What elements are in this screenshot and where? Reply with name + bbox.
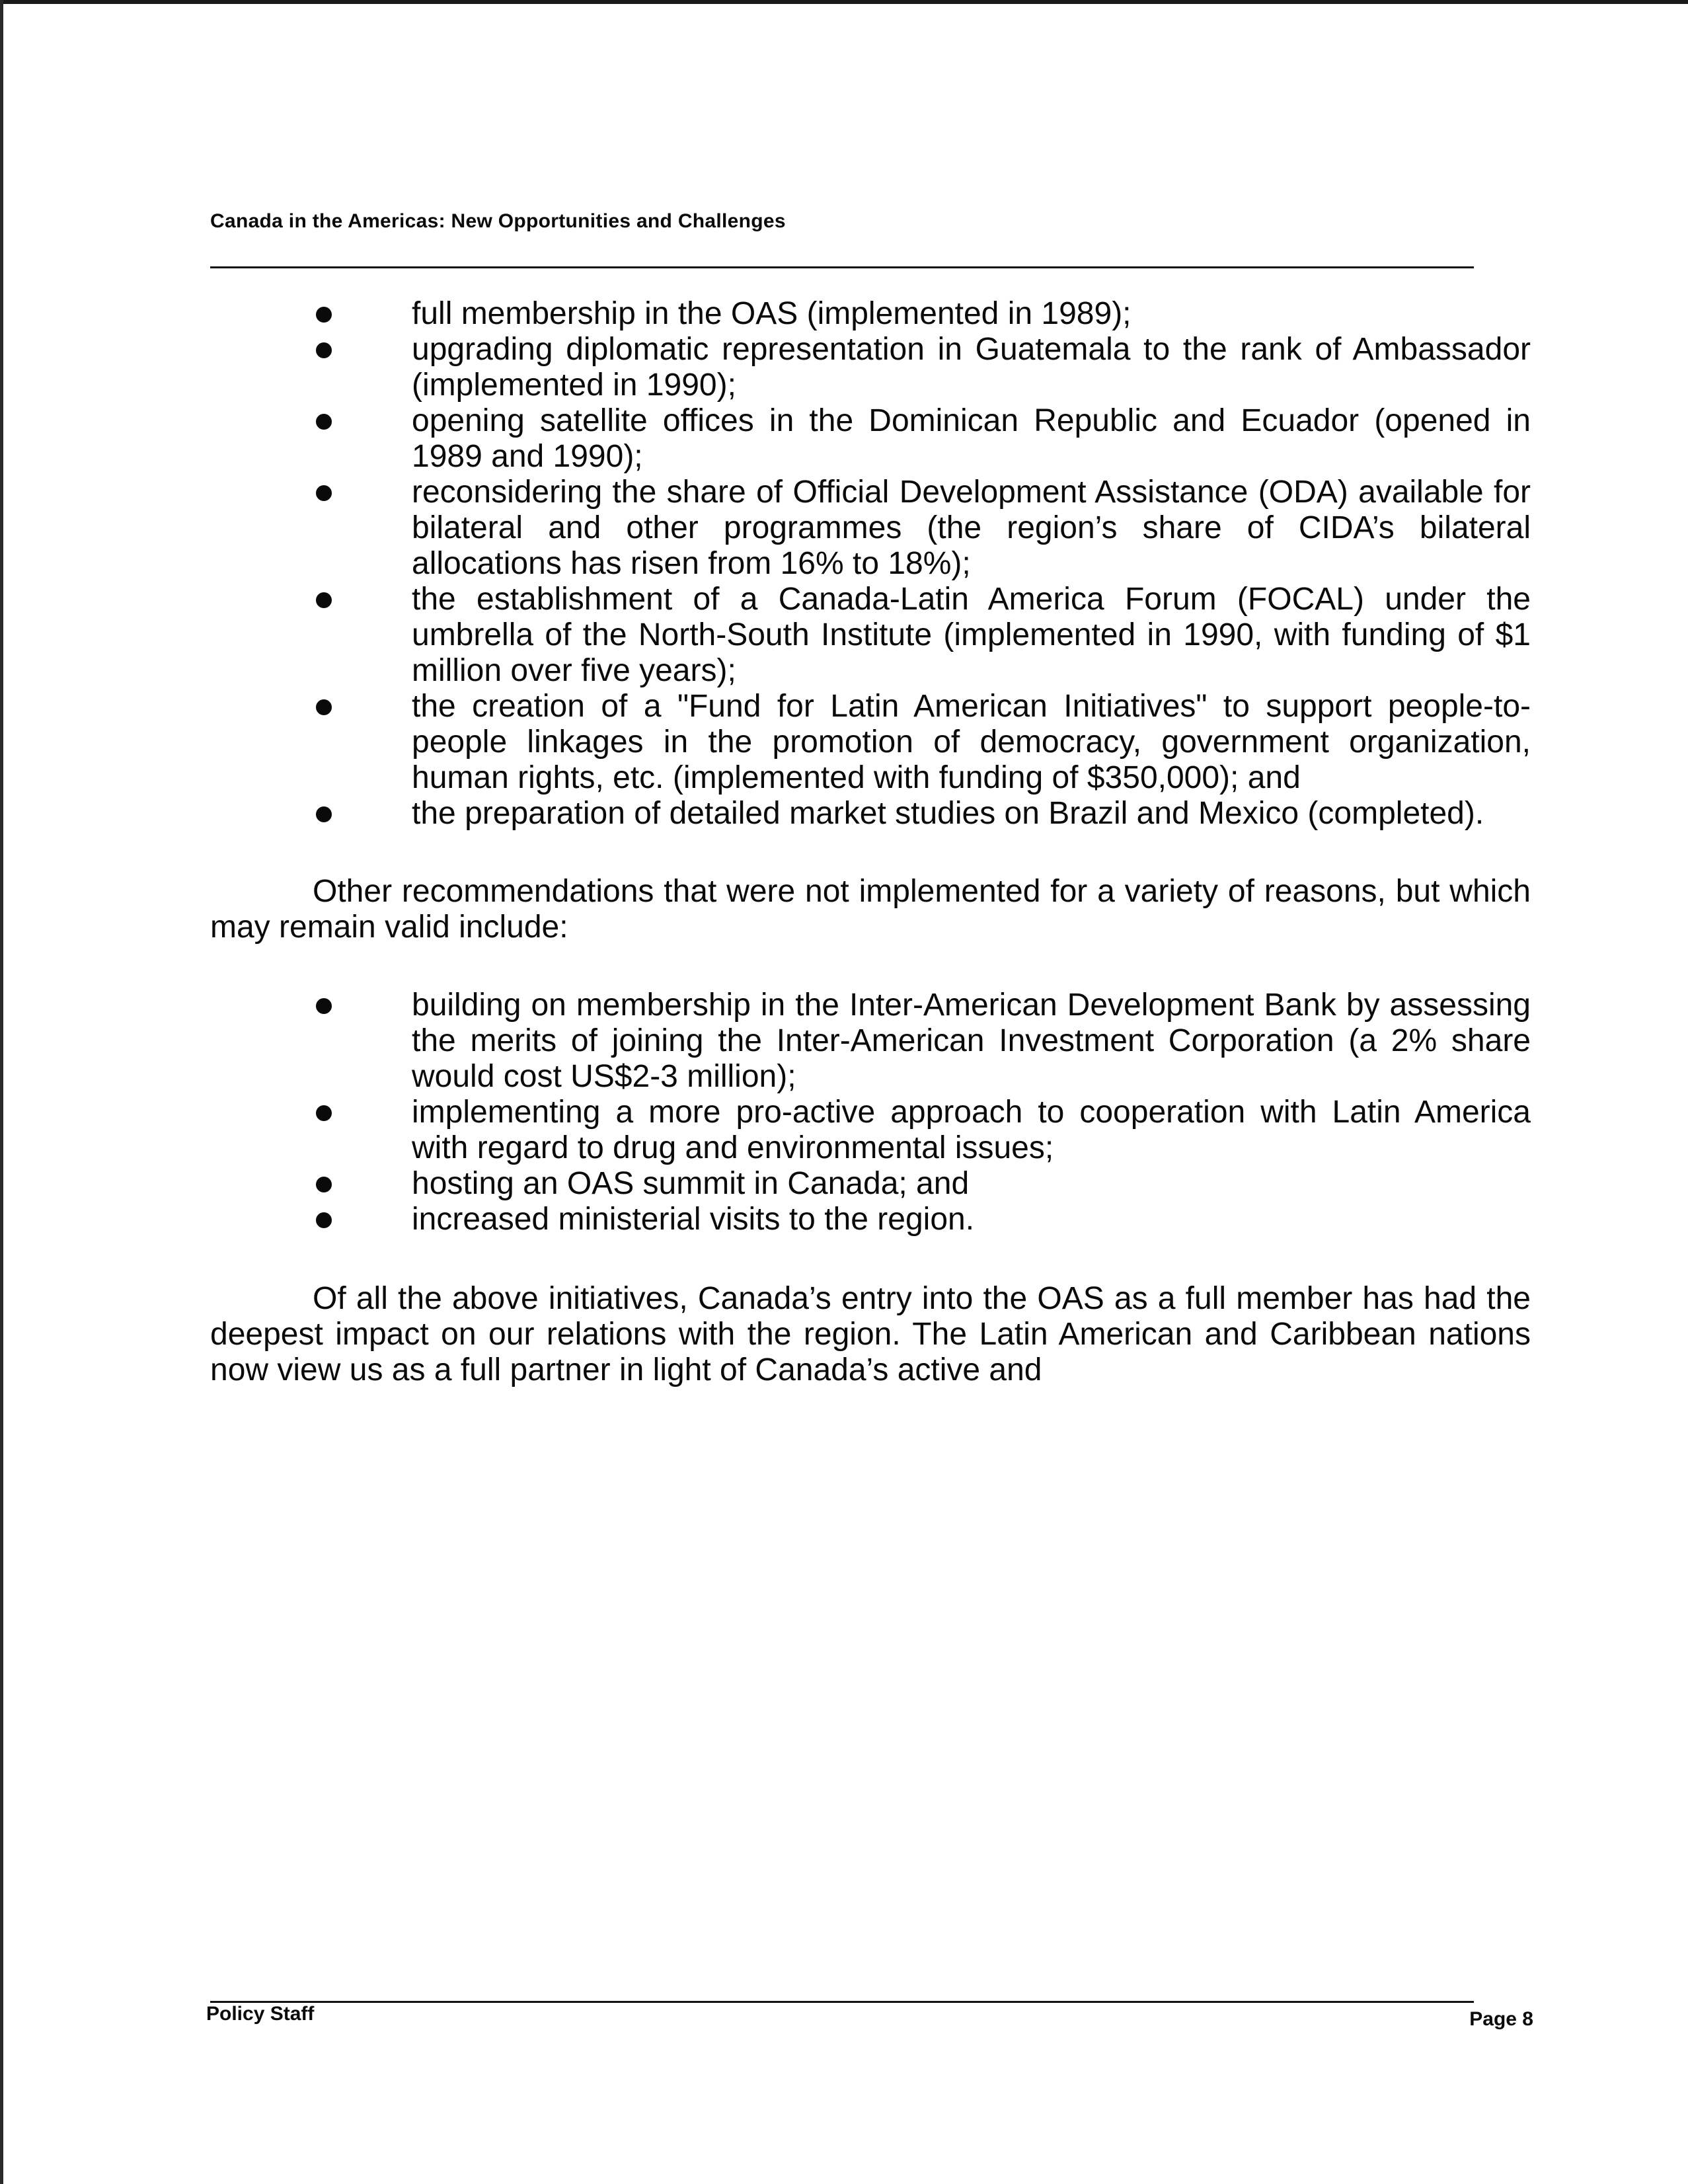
bullet-icon	[316, 592, 332, 608]
list-item: the creation of a "Fund for Latin American Initiatives" to support people-to-people linkages in the promotion of democracy, government organization, human rights, etc. (implemented with funding of $350,000); and	[210, 689, 1531, 796]
page-body	[210, 296, 1531, 1388]
header-rule	[210, 266, 1474, 268]
closing-paragraph: Of all the above initiatives, Canada’s entry into the OAS as a full member has had the deepest impact on our relations with the region. The Latin American and Caribbean nations now view us as a full partner in light of Canada’s active and	[210, 1281, 1531, 1387]
bullet-icon	[316, 806, 332, 822]
list-item: hosting an OAS summit in Canada; and	[210, 1166, 1531, 1202]
bullet-icon	[316, 307, 332, 323]
bullet-icon	[316, 342, 332, 358]
list-item: reconsidering the share of Official Development Assistance (ODA) available for bilateral and other programmes (the region’s share of CIDA’s bilateral allocations has risen from 16% to 18%);	[210, 475, 1531, 582]
list-item: upgrading diplomatic representation in Guatemala to the rank of Ambassador (implemented in 1990);	[210, 332, 1531, 403]
pending-recommendations-list	[210, 988, 1531, 1237]
running-header: Canada in the Americas: New Opportunities and Challenges	[210, 210, 786, 232]
list-item: the establishment of a Canada-Latin America Forum (FOCAL) under the umbrella of the North-South Institute (implemented in 1990, with funding of $1 million over five years);	[210, 582, 1531, 689]
bullet-icon	[316, 1177, 332, 1192]
page-number: Page 8	[1469, 2008, 1533, 2030]
other-recommendations-paragraph: Other recommendations that were not implemented for a variety of reasons, but which may remain valid include:	[210, 874, 1531, 945]
list-item: increased ministerial visits to the region.	[210, 1202, 1531, 1237]
implemented-recommendations-list	[210, 296, 1531, 832]
bullet-icon	[316, 699, 332, 715]
bullet-icon	[316, 1105, 332, 1121]
list-item: the preparation of detailed market studies on Brazil and Mexico (completed).	[210, 796, 1531, 832]
footer-department: Policy Staff	[206, 2003, 315, 2025]
list-item: implementing a more pro-active approach to cooperation with Latin America with regard to drug and environmental issues;	[210, 1095, 1531, 1166]
page-top-edge	[0, 0, 1688, 4]
bullet-icon	[316, 1212, 332, 1228]
list-item: building on membership in the Inter-American Development Bank by assessing the merits of joining the Inter-American Investment Corporation (a 2% share would cost US$2-3 million);	[210, 988, 1531, 1095]
list-item: full membership in the OAS (implemented in 1989);	[210, 296, 1531, 332]
bullet-icon	[316, 485, 332, 501]
page-left-edge	[0, 0, 3, 2184]
bullet-icon	[316, 998, 332, 1014]
list-item: opening satellite offices in the Dominican Republic and Ecuador (opened in 1989 and 1990);	[210, 403, 1531, 475]
bullet-icon	[316, 414, 332, 430]
footer-rule	[210, 2001, 1474, 2003]
